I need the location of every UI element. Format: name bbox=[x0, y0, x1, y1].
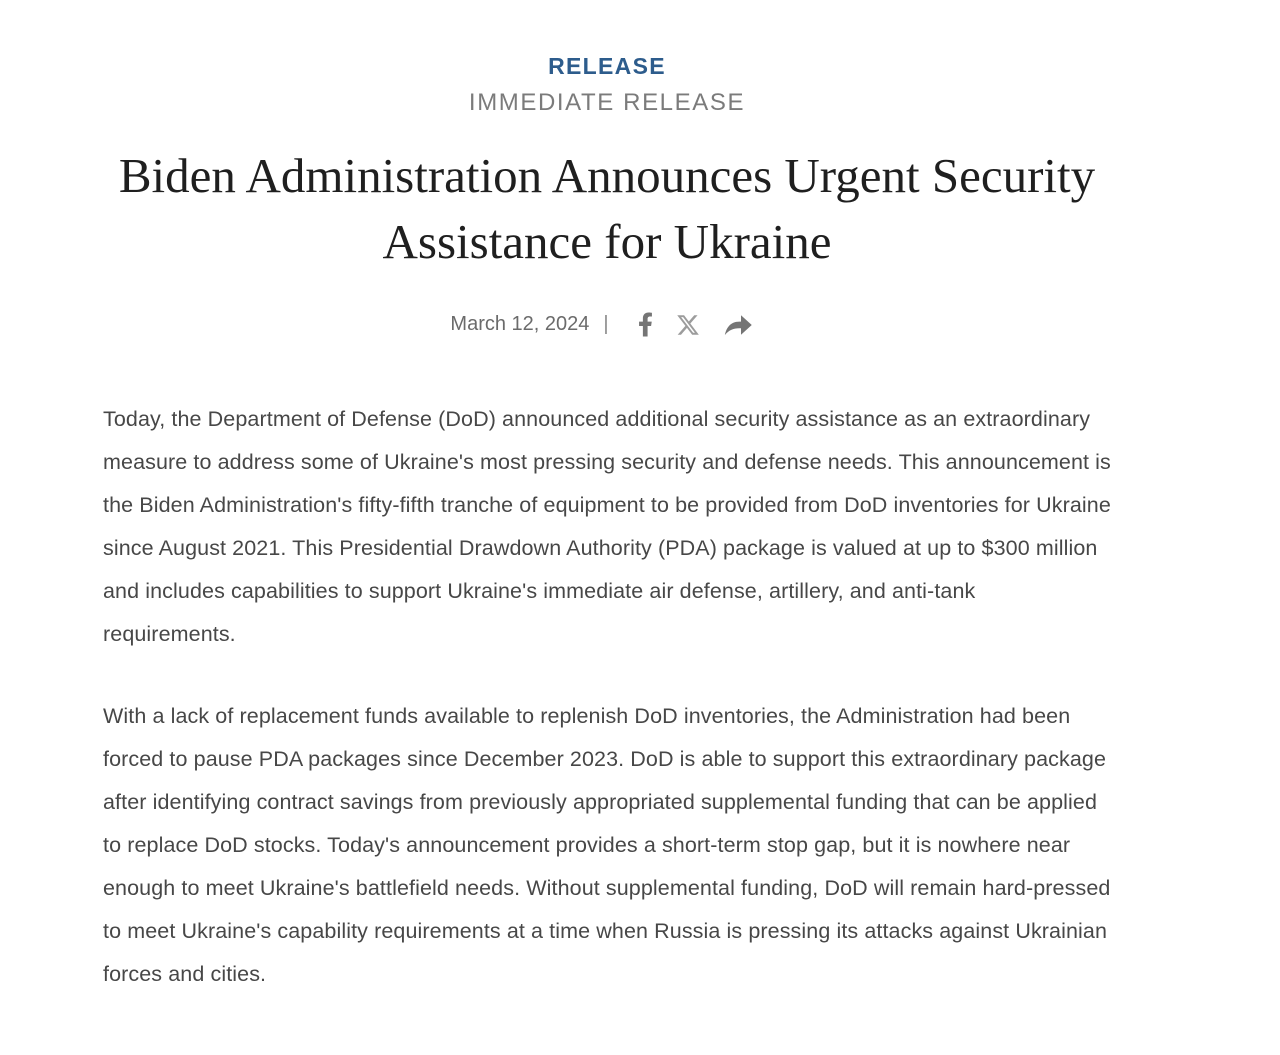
release-kicker: RELEASE bbox=[548, 53, 666, 79]
article-title: Biden Administration Announces Urgent Security Assistance for Ukraine bbox=[118, 148, 1096, 269]
article-body bbox=[103, 398, 1111, 996]
share-forward-icon bbox=[723, 312, 753, 338]
x-icon bbox=[675, 313, 701, 337]
press-release-page bbox=[52, 0, 1162, 996]
release-type-label: IMMEDIATE RELEASE bbox=[468, 89, 746, 116]
article-meta-row bbox=[52, 311, 1162, 338]
release-header bbox=[52, 53, 1162, 338]
x-share-button[interactable] bbox=[675, 313, 701, 337]
paragraph-1: Today, the Department of Defense (DoD) announced additional security assistance as an extraordinary measure to address some of Ukraine's most pressing security and defense needs. This announcement is the Biden Administration's fifty-fifth tranche of equipment to be provided from DoD inventories for Ukraine since August 2021. This Presidential Drawdown Authority (PDA) package is valued at up to $300 million and includes capabilities to support Ukraine's immediate air defense, artillery, and anti-tank requirements. bbox=[103, 407, 1111, 646]
facebook-share-button[interactable] bbox=[638, 311, 653, 338]
publish-date: March 12, 2024 bbox=[450, 313, 590, 335]
paragraph-2: With a lack of replacement funds available to replenish DoD inventories, the Administration had been forced to pause PDA packages since December 2023. DoD is able to support this extraordinary package after identifying contract savings from previously appropriated supplemental funding that can be applied to replace DoD stocks. Today's announcement provides a short-term stop gap, but it is nowhere near enough to meet Ukraine's battlefield needs. Without supplemental funding, DoD will remain hard-pressed to meet Ukraine's capability requirements at a time when Russia is pressing its attacks against Ukrainian forces and cities. bbox=[103, 704, 1111, 986]
share-button[interactable] bbox=[723, 312, 753, 338]
meta-separator: | bbox=[603, 313, 609, 335]
facebook-icon bbox=[638, 311, 653, 338]
